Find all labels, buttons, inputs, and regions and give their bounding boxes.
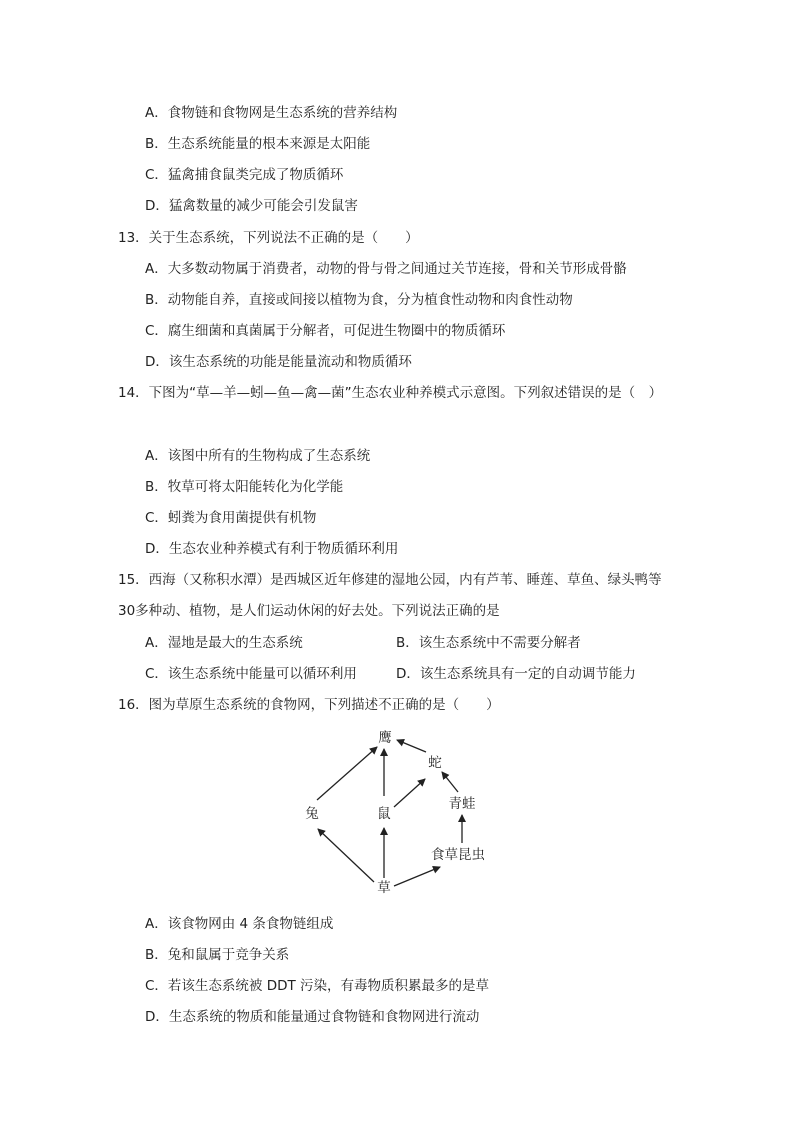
q16-stem: 16．图为草原生态系统的食物网，下列描述不正确的是（ ）	[118, 697, 500, 713]
q14-option-a: A．该图中所有的生物构成了生态系统	[145, 448, 371, 464]
arrow-grass-to-insect	[394, 867, 440, 886]
q15-option-d: D．该生态系统具有一定的自动调节能力	[396, 666, 636, 682]
q15-option-a: A．湿地是最大的生态系统	[145, 635, 303, 651]
q16-option-d: D．生态系统的物质和能量通过食物链和食物网进行流动	[145, 1009, 480, 1025]
q12-option-d: D．猛禽数量的减少可能会引发鼠害	[145, 198, 358, 214]
q16-option-c: C．若该生态系统被 DDT 污染，有毒物质积累最多的是草	[145, 978, 490, 994]
node-mouse: 鼠	[377, 806, 391, 822]
arrow-grass-to-rabbit	[318, 829, 374, 882]
q16-option-b: B．兔和鼠属于竞争关系	[145, 947, 290, 963]
q12-option-b: B．生态系统能量的根本来源是太阳能	[145, 136, 371, 152]
arrow-mouse-to-snake	[394, 779, 425, 807]
arrow-rabbit-to-eagle	[317, 747, 377, 800]
node-insect: 食草昆虫	[431, 847, 485, 863]
q13-option-d: D．该生态系统的功能是能量流动和物质循环	[145, 354, 412, 370]
q14-option-b: B．牧草可将太阳能转化为化学能	[145, 479, 344, 495]
q13-option-a: A．大多数动物属于消费者，动物的骨与骨之间通过关节连接，骨和关节形成骨骼	[145, 261, 627, 277]
q15-stem-line2: 30多种动、植物，是人们运动休闲的好去处。下列说法正确的是	[118, 603, 500, 619]
node-frog: 青蛙	[448, 796, 476, 812]
node-snake: 蛇	[428, 755, 442, 771]
q14-stem: 14．下图为“草—羊—蚓—鱼—禽—菌”生态农业种养模式示意图。下列叙述错误的是（ ）	[118, 385, 663, 401]
q16-option-a: A．该食物网由 4 条食物链组成	[145, 916, 334, 932]
q14-option-d: D．生态农业种养模式有利于物质循环利用	[145, 541, 399, 557]
q13-option-c: C．腐生细菌和真菌属于分解者，可促进生物圈中的物质循环	[145, 323, 506, 339]
q14-option-c: C．蚓粪为食用菌提供有机物	[145, 510, 317, 526]
q12-option-c: C．猛禽捕食鼠类完成了物质循环	[145, 167, 344, 183]
q15-stem-line1: 15．西海（又称积水潭）是西城区近年修建的湿地公园，内有芦苇、睡莲、草鱼、绿头鸭等	[118, 572, 662, 588]
q12-option-a: A．食物链和食物网是生态系统的营养结构	[145, 105, 398, 121]
node-grass: 草	[377, 880, 391, 896]
node-rabbit: 兔	[305, 806, 319, 822]
q13-stem: 13．关于生态系统，下列说法不正确的是（ ）	[118, 230, 419, 246]
node-eagle: 鹰	[378, 730, 392, 746]
q13-option-b: B．动物能自养，直接或间接以植物为食，分为植食性动物和肉食性动物	[145, 292, 573, 308]
arrow-frog-to-snake	[442, 772, 458, 792]
q15-option-b: B．该生态系统中不需要分解者	[396, 635, 581, 651]
q15-option-c: C．该生态系统中能量可以循环利用	[145, 666, 357, 682]
arrow-snake-to-eagle	[397, 740, 426, 752]
